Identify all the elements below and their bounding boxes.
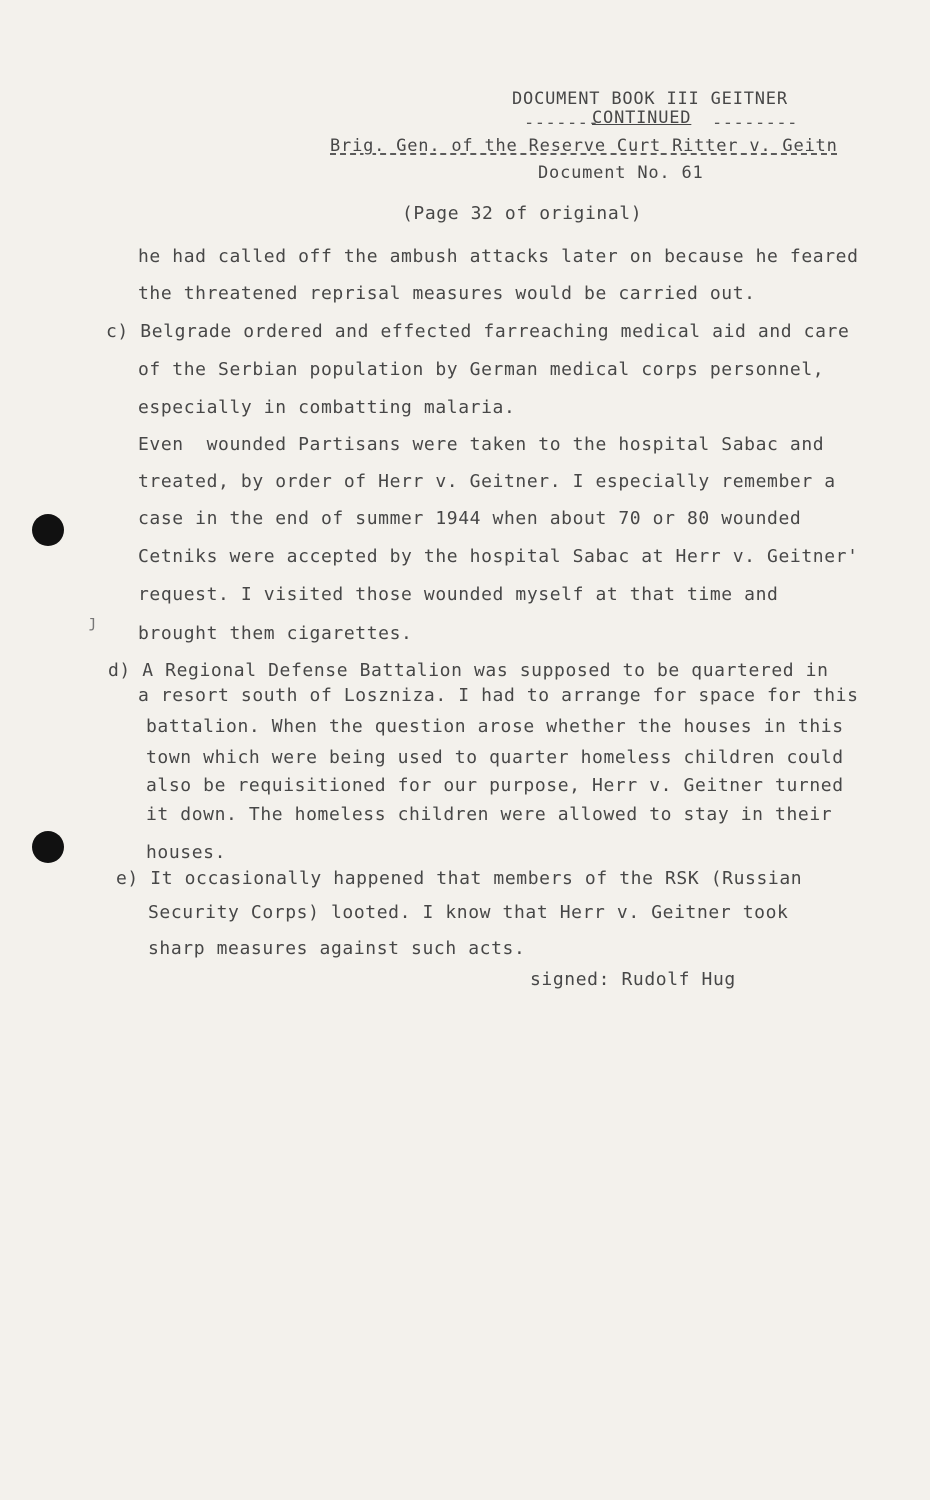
body-line: brought them cigarettes. xyxy=(138,623,413,644)
body-line: Cetniks were accepted by the hospital Sabac at Herr v. Geitner' xyxy=(138,546,859,567)
stray-mark: ȷ xyxy=(88,612,98,631)
body-line: Even wounded Partisans were taken to the hospital Sabac and xyxy=(138,434,825,455)
page-note: (Page 32 of original) xyxy=(402,203,643,224)
body-line: treated, by order of Herr v. Geitner. I especially remember a xyxy=(138,471,836,492)
body-line: also be requisitioned for our purpose, Herr v. Geitner turned xyxy=(146,775,844,796)
body-line: houses. xyxy=(146,842,227,863)
signature: signed: Rudolf Hug xyxy=(530,969,736,990)
body-line: case in the end of summer 1944 when about 70 or 80 wounded xyxy=(138,508,802,529)
body-line: c) Belgrade ordered and effected farreaching medical aid and care xyxy=(106,321,850,342)
subject-line: Brig. Gen. of the Reserve Curt Ritter v. Geitn xyxy=(330,136,838,156)
document-number: Document No. 61 xyxy=(538,163,704,183)
body-line: battalion. When the question arose whether the houses in this xyxy=(146,716,844,737)
body-line: he had called off the ambush attacks later on because he feared xyxy=(138,246,859,267)
document-book-title: DOCUMENT BOOK III GEITNER xyxy=(512,89,788,109)
body-line: Security Corps) looted. I know that Herr v. Geitner took xyxy=(148,902,789,923)
continued-dashes-right: -------- xyxy=(712,113,798,133)
body-line: request. I visited those wounded myself at that time and xyxy=(138,584,779,605)
body-line: d) A Regional Defense Battalion was supposed to be quartered in xyxy=(108,660,829,681)
body-line: the threatened reprisal measures would be carried out. xyxy=(138,283,756,304)
punch-hole-lower xyxy=(32,831,64,863)
body-line: town which were being used to quarter homeless children could xyxy=(146,747,844,768)
punch-hole-upper xyxy=(32,514,64,546)
body-line: it down. The homeless children were allowed to stay in their xyxy=(146,804,833,825)
continued-dashes-left: ------- xyxy=(524,113,600,133)
continued-label: CONTINUED xyxy=(592,108,692,128)
body-line: e) It occasionally happened that members of the RSK (Russian xyxy=(116,868,803,889)
body-line: sharp measures against such acts. xyxy=(148,938,526,959)
body-line: a resort south of Loszniza. I had to arrange for space for this xyxy=(138,685,859,706)
body-line: of the Serbian population by German medical corps personnel, xyxy=(138,359,825,380)
body-line: especially in combatting malaria. xyxy=(138,397,516,418)
